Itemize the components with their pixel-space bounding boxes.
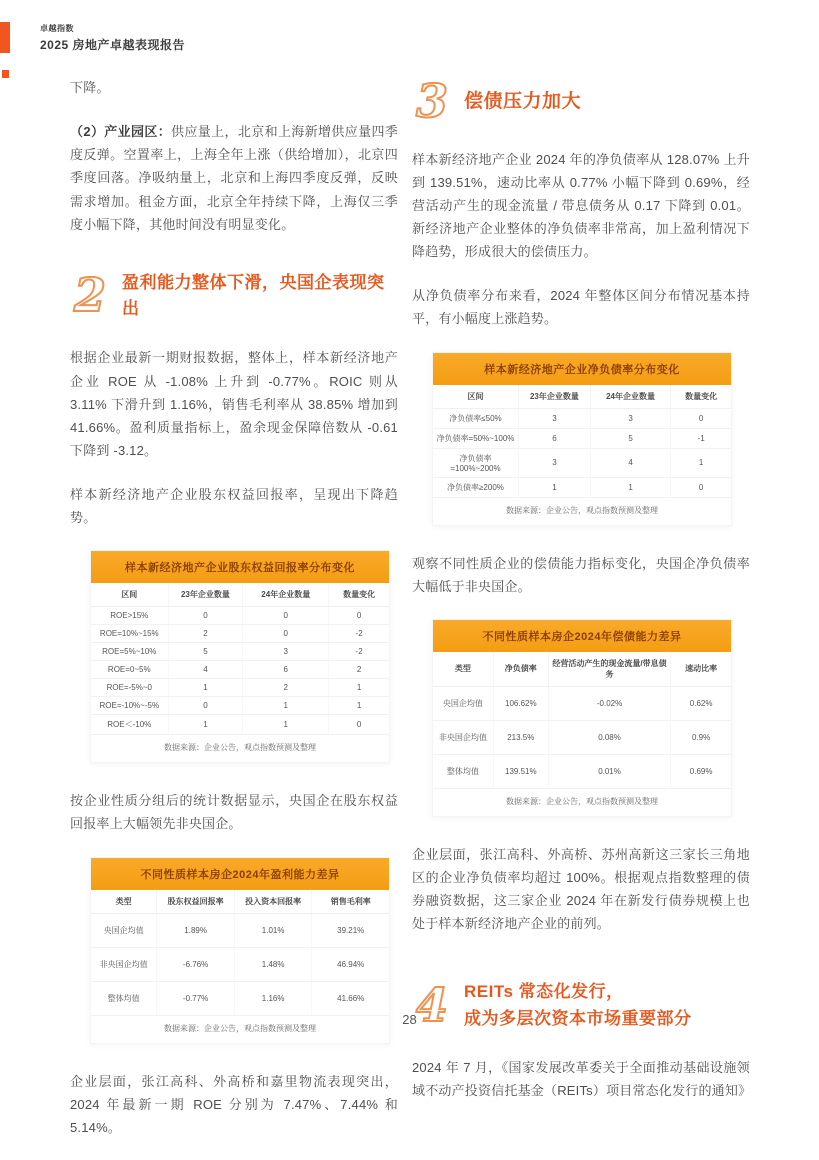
table-row [91, 661, 389, 679]
column-header: 23年企业数量 [518, 385, 590, 409]
table-cell: 0 [168, 607, 243, 625]
column-header: 股东权益回报率 [157, 890, 235, 914]
table-cell: 1.01% [234, 913, 312, 947]
table-cell: -1 [671, 428, 731, 448]
table-cell: 整体均值 [433, 754, 493, 788]
column-header: 数量变化 [329, 583, 389, 607]
data-table [91, 583, 389, 735]
data-table [433, 652, 731, 789]
table-row [433, 686, 731, 720]
table-cell: 41.66% [312, 981, 389, 1015]
table-cell: 0.62% [671, 686, 731, 720]
table-cell: 46.94% [312, 947, 389, 981]
table-row [91, 643, 389, 661]
brand-orange-bar [0, 22, 10, 53]
table-cell: -2 [329, 625, 389, 643]
table-source: 数据来源：企业公告，观点指数预测及整理 [164, 743, 316, 753]
paragraph: 企业层面，张江高科、外高桥和嘉里物流表现突出，2024 年最新一期 ROE 分别为 7.47%、7.44% 和 5.14%。 [70, 1073, 398, 1135]
debt-distribution-table [432, 352, 732, 526]
paragraph-industrial-park [70, 120, 398, 236]
section-3-title: 偿债压力加大 [464, 91, 582, 113]
data-table [91, 890, 389, 1016]
table-cell: 0 [671, 408, 731, 428]
table-title: 样本新经济地产企业净负债率分布变化 [433, 353, 731, 385]
section-4-title-line1: REITs 常态化发行， [464, 982, 624, 1002]
column-header: 投入资本回报率 [234, 890, 312, 914]
table-cell: 0 [168, 697, 243, 715]
table-header-row [91, 890, 389, 914]
column-header: 净负债率 [493, 652, 548, 687]
table-cell: -0.02% [548, 686, 670, 720]
table-row [91, 607, 389, 625]
section-2-number: 2 [74, 268, 107, 323]
table-cell: 1 [168, 715, 243, 735]
table-cell: ROE=-10%~-5% [91, 697, 168, 715]
table-cell: 139.51% [493, 754, 548, 788]
table-cell: 0.9% [671, 720, 731, 754]
column-header: 区间 [91, 583, 168, 607]
left-column [70, 76, 398, 1160]
table-cell: 净负债率≤50% [433, 408, 518, 428]
table-cell: 央国企均值 [91, 913, 157, 947]
paragraph: 从净负债率分布来看，2024 年整体区间分布情况基本持平，有小幅度上涨趋势。 [412, 288, 750, 327]
right-column [412, 76, 750, 1123]
table-row [91, 715, 389, 735]
table-header-row [91, 583, 389, 607]
page-number: 28 [402, 1012, 417, 1027]
paragraph: 2024 年 7 月，《国家发展改革委关于全面推动基础设施领域不动产投资信托基金（REITs）项目常态化发行的通知》 [412, 1060, 752, 1099]
table-cell: 1.16% [234, 981, 312, 1015]
column-header: 区间 [433, 385, 518, 409]
table-cell: 非央国企均值 [91, 947, 157, 981]
table-source: 数据来源：企业公告，观点指数预测及整理 [506, 505, 658, 515]
table-cell: 0 [329, 607, 389, 625]
paragraph: 样本新经济地产企业股东权益回报率，呈现出下降趋势。 [70, 487, 398, 526]
table-cell: ROE＜-10% [91, 715, 168, 735]
table-cell: 0.08% [548, 720, 670, 754]
column-header: 24年企业数量 [243, 583, 329, 607]
table-row [91, 679, 389, 697]
table-cell: 1 [243, 697, 329, 715]
table-cell: 0 [243, 625, 329, 643]
report-header [40, 23, 185, 53]
table-cell: 1 [671, 448, 731, 477]
table-cell: 1 [243, 715, 329, 735]
table-cell: 非央国企均值 [433, 720, 493, 754]
paragraph-intro: 下降。 [70, 80, 110, 95]
table-cell: 106.62% [493, 686, 548, 720]
table-cell: 1 [329, 679, 389, 697]
table-cell: 1 [518, 477, 590, 497]
paragraph: 观察不同性质企业的偿债能力指标变化，央国企净负债率大幅低于非央国企。 [412, 555, 750, 594]
section-3-heading [416, 74, 750, 128]
table-cell: 整体均值 [91, 981, 157, 1015]
table-cell: 净负债率=100%~200% [433, 448, 518, 477]
table-row [91, 697, 389, 715]
paragraph: 企业层面，张江高科、外高桥、苏州高新这三家长三角地区的企业净负债率均超过 100%。根据观点指数整理的债券融资数据，这三家企业 2024 年在新发行债券规模上也处于样本新经济地产企业的前列。 [412, 846, 750, 932]
table-cell: 央国企均值 [433, 686, 493, 720]
table-cell: 3 [518, 448, 590, 477]
paragraph-body: 供应量上，北京和上海新增供应量四季度反弹。空置率上，上海全年上涨（供给增加），北京四季度回落。净吸纳量上，北京和上海四季度反弹，反映需求增加。租金方面，北京全年持续下降，上海仅三季度小幅下降，其他时间没有明显变化。 [70, 124, 398, 232]
table-cell: 4 [590, 448, 670, 477]
table-cell: 3 [243, 643, 329, 661]
brand-name: 卓越指数 [40, 24, 74, 33]
table-cell: ROE=10%~15% [91, 625, 168, 643]
table-row [433, 408, 731, 428]
table-cell: 6 [518, 428, 590, 448]
table-title: 不同性质样本房企2024年偿债能力差异 [433, 620, 731, 652]
paragraph: 样本新经济地产企业 2024 年的净负债率从 128.07% 上升到 139.51%，速动比率从 0.77% 小幅下降到 0.69%，经营活动产生的现金流量 / 带息债务从 0.17 下降到 0.01。新经济地产企业整体的净负债率非常高，加上盈利情况下降趋势，形成很大的偿债压力。 [412, 151, 750, 260]
table-cell: 净负债率≥200% [433, 477, 518, 497]
table-cell: 39.21% [312, 913, 389, 947]
table-cell: -2 [329, 643, 389, 661]
table-row [91, 947, 389, 981]
column-header: 销售毛利率 [312, 890, 389, 914]
table-cell: ROE=5%~10% [91, 643, 168, 661]
table-cell: -6.76% [157, 947, 235, 981]
column-header: 经营活动产生的现金流量/带息债务 [548, 652, 670, 687]
table-cell: 4 [168, 661, 243, 679]
column-header: 23年企业数量 [168, 583, 243, 607]
table-cell: 0 [243, 607, 329, 625]
table-cell: 2 [329, 661, 389, 679]
column-header: 24年企业数量 [590, 385, 670, 409]
table-cell: 1 [329, 697, 389, 715]
table-cell: 0.01% [548, 754, 670, 788]
table-cell: ROE=-5%~0 [91, 679, 168, 697]
table-cell: -0.77% [157, 981, 235, 1015]
table-title: 不同性质样本房企2024年盈利能力差异 [91, 858, 389, 890]
table-row [433, 720, 731, 754]
table-cell: 3 [590, 408, 670, 428]
table-cell: 0.69% [671, 754, 731, 788]
report-title: 2025 房地产卓越表现报告 [40, 38, 186, 52]
table-source: 数据来源：企业公告，观点指数预测及整理 [506, 796, 658, 806]
table-cell: 3 [518, 408, 590, 428]
table-header-row [433, 385, 731, 409]
table-cell: 6 [243, 661, 329, 679]
section-4-number: 4 [416, 977, 449, 1032]
table-title: 样本新经济地产企业股东权益回报率分布变化 [91, 551, 389, 583]
table-row [433, 754, 731, 788]
section-3-number: 3 [416, 74, 449, 128]
table-row [433, 448, 731, 477]
table-cell: 2 [243, 679, 329, 697]
table-row [433, 428, 731, 448]
column-header: 速动比率 [671, 652, 731, 687]
table-row [91, 625, 389, 643]
table-cell: 0 [671, 477, 731, 497]
data-table [433, 385, 731, 498]
table-cell: 5 [168, 643, 243, 661]
table-cell: 净负债率=50%~100% [433, 428, 518, 448]
table-cell: 0 [329, 715, 389, 735]
table-cell: ROE>15% [91, 607, 168, 625]
table-cell: ROE=0~5% [91, 661, 168, 679]
section-2-title: 盈利能力整体下滑，央国企表现突出 [122, 272, 385, 319]
section-2-heading [74, 270, 398, 323]
table-cell: 213.5% [493, 720, 548, 754]
table-cell: 1.89% [157, 913, 235, 947]
paragraph: 按企业性质分组后的统计数据显示，央国企在股东权益回报率上大幅领先非央国企。 [70, 793, 398, 832]
table-source: 数据来源：企业公告，观点指数预测及整理 [164, 1023, 316, 1033]
table-row [91, 913, 389, 947]
table-cell: 1 [590, 477, 670, 497]
column-header: 数量变化 [671, 385, 731, 409]
table-cell: 5 [590, 428, 670, 448]
column-header: 类型 [433, 652, 493, 687]
roe-distribution-table [90, 550, 390, 763]
paragraph: 根据企业最新一期财报数据，整体上，样本新经济地产企业 ROE 从 -1.08% 上升到 -0.77%。ROIC 则从 3.11% 下滑升到 1.16%，销售毛利率从 38.85% 增加到 41.66%。盈利质量指标上，盈余现金保障倍数从 -0.61 下降到 -3.12。 [70, 350, 398, 458]
table-cell: 2 [168, 625, 243, 643]
table-header-row [433, 652, 731, 687]
section-4-title-line2: 成为多层次资本市场重要部分 [464, 1008, 692, 1028]
table-cell: 1 [168, 679, 243, 697]
table-row [433, 477, 731, 497]
table-row [91, 981, 389, 1015]
brand-orange-square [2, 70, 9, 78]
paragraph-lead: （2）产业园区： [70, 124, 172, 140]
table-cell: 1.48% [234, 947, 312, 981]
column-header: 类型 [91, 890, 157, 914]
debt-diff-table [432, 619, 732, 817]
